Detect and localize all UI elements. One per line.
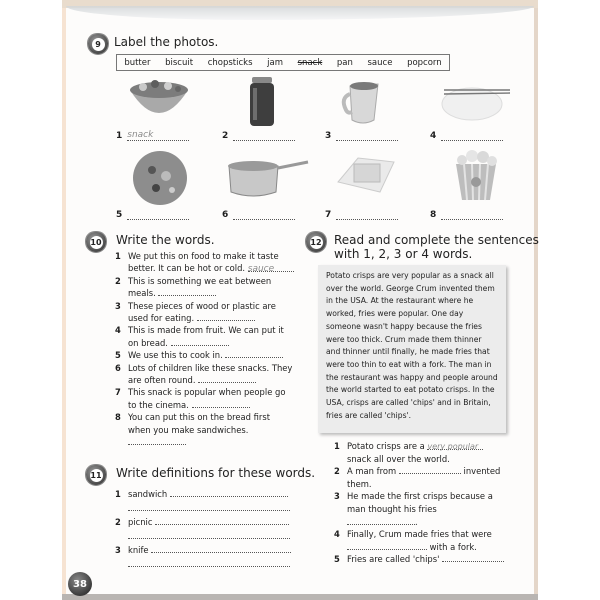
answer-field[interactable]: sauce bbox=[248, 263, 294, 272]
item-text: Finally, Crum made fries that were bbox=[347, 529, 492, 540]
item-number: 2 bbox=[115, 517, 121, 527]
exercise-10-list bbox=[115, 250, 295, 449]
title-line-2: with 1, 2, 3 or 4 words. bbox=[334, 247, 473, 261]
item-text: We use this to cook in. bbox=[128, 350, 223, 361]
exercise-12-title bbox=[334, 233, 539, 261]
word-jam: jam bbox=[267, 57, 283, 68]
item-text: These pieces of wood or plastic are used for eating. bbox=[128, 300, 276, 324]
list-item bbox=[115, 349, 295, 361]
list-item bbox=[115, 362, 295, 387]
item-text-after: with a fork. bbox=[429, 541, 477, 552]
list-item bbox=[115, 250, 295, 275]
item-number: 1 bbox=[334, 441, 340, 451]
list-item bbox=[115, 411, 295, 448]
photo-sauce-jug bbox=[340, 80, 386, 126]
item-text: Fries are called 'chips' bbox=[347, 554, 440, 565]
word-sauce: sauce bbox=[367, 57, 393, 68]
item-text-after: snack all over the world. bbox=[347, 453, 450, 464]
definition-field[interactable] bbox=[128, 558, 290, 567]
item-word: knife bbox=[128, 545, 149, 555]
word-butter: butter bbox=[124, 57, 151, 68]
exercise-12-list bbox=[334, 440, 506, 566]
answer-field[interactable]: very popular bbox=[427, 441, 483, 450]
photo-popcorn bbox=[452, 150, 500, 202]
list-item bbox=[115, 275, 295, 300]
item-text: This is something we eat between meals. bbox=[128, 275, 272, 299]
label-number: 7 bbox=[325, 210, 332, 220]
item-text: Potato crisps are a bbox=[347, 441, 425, 451]
list-item bbox=[115, 324, 295, 349]
exercise-9-title: Label the photos. bbox=[114, 35, 219, 49]
exercise-11-list bbox=[115, 487, 295, 571]
answer-line-2[interactable] bbox=[233, 132, 295, 141]
word-chopsticks: chopsticks bbox=[207, 57, 253, 68]
list-item bbox=[115, 487, 295, 501]
answer-field[interactable] bbox=[197, 312, 255, 321]
label-number: 5 bbox=[116, 210, 123, 220]
photo-saucepan bbox=[226, 158, 310, 200]
page-bottom-edge bbox=[62, 594, 538, 600]
handwritten-answer: snack bbox=[127, 130, 154, 140]
definition-field[interactable] bbox=[155, 516, 289, 525]
page-number-badge: 38 bbox=[68, 572, 92, 596]
reading-passage: Potato crisps are very popular as a snack all over the world. George Crum invented them in the USA. At the restaurant where he worked, fries were popular. One day someone wasn't happy because the fries were too thick. Crum made them thinner and thinner until finally, he made fries that were too thin to eat with a fork. The man in the restaurant was happy and people around the world started to eat potato crisps. In the USA, crisps are called 'chips' and in Britain, fries are called 'chips'. bbox=[318, 265, 506, 433]
answer-field[interactable] bbox=[198, 374, 256, 383]
item-number: 4 bbox=[115, 325, 121, 336]
definition-field[interactable] bbox=[128, 502, 290, 511]
word-box bbox=[116, 54, 450, 71]
definition-field[interactable] bbox=[128, 530, 290, 539]
definition-field[interactable] bbox=[151, 544, 291, 553]
item-text-after: . bbox=[415, 516, 418, 527]
list-item bbox=[115, 543, 295, 557]
list-item bbox=[115, 386, 295, 411]
answer-field[interactable] bbox=[225, 349, 283, 358]
item-text: You can put this on the bread first when you make sandwiches. bbox=[128, 412, 271, 435]
list-item bbox=[334, 553, 506, 566]
photo-label-6 bbox=[222, 210, 295, 220]
item-number: 2 bbox=[115, 275, 121, 286]
item-text-after: invented them. bbox=[347, 466, 501, 489]
label-number: 8 bbox=[430, 210, 437, 220]
item-number: 5 bbox=[334, 554, 340, 565]
answer-field[interactable] bbox=[347, 541, 427, 550]
item-word: sandwich bbox=[128, 489, 168, 499]
photo-biscuit bbox=[132, 150, 188, 206]
item-number: 6 bbox=[115, 362, 121, 373]
item-text: We put this on food to make it taste better. It can be hot or cold. bbox=[128, 251, 279, 274]
item-text: He made the first crisps because a man thought his fries bbox=[347, 491, 493, 514]
word-pan: pan bbox=[336, 57, 353, 68]
photo-plate-chopsticks bbox=[440, 84, 512, 124]
photo-label-7 bbox=[325, 210, 398, 220]
item-text: This is made from fruit. We can put it on bread. bbox=[128, 325, 284, 348]
item-number: 1 bbox=[115, 251, 121, 261]
exercise-number: 10 bbox=[90, 237, 102, 247]
exercise-9-badge bbox=[88, 34, 108, 54]
item-number: 7 bbox=[115, 387, 121, 398]
answer-field[interactable] bbox=[399, 465, 461, 474]
list-item-continuation bbox=[115, 557, 295, 571]
item-number: 3 bbox=[115, 300, 121, 311]
list-item bbox=[334, 528, 506, 553]
answer-line-3[interactable] bbox=[336, 132, 398, 141]
word-biscuit: biscuit bbox=[165, 57, 194, 68]
answer-line-4[interactable] bbox=[441, 132, 503, 141]
label-number: 3 bbox=[325, 131, 332, 141]
answer-line-8[interactable] bbox=[441, 211, 503, 220]
list-item-continuation bbox=[115, 501, 295, 515]
exercise-number: 9 bbox=[92, 38, 105, 51]
exercise-11-badge bbox=[86, 465, 106, 485]
answer-field[interactable] bbox=[171, 337, 229, 346]
list-item bbox=[334, 440, 506, 465]
photo-label-4 bbox=[430, 131, 503, 141]
item-number: 4 bbox=[334, 529, 340, 540]
item-text: This snack is popular when people go to the cinema. bbox=[128, 387, 286, 410]
photo-label-5 bbox=[116, 210, 189, 220]
item-text: Lots of children like these snacks. They are often round. bbox=[128, 362, 293, 386]
answer-line-5[interactable] bbox=[127, 211, 189, 220]
definition-field[interactable] bbox=[170, 488, 288, 497]
exercise-12-badge bbox=[306, 232, 326, 252]
answer-field[interactable] bbox=[192, 399, 250, 408]
word-snack-crossed: snack bbox=[297, 57, 323, 68]
item-number: 2 bbox=[334, 466, 340, 477]
photo-butter bbox=[336, 152, 396, 196]
photo-snack-bowl bbox=[128, 76, 190, 126]
list-item bbox=[115, 515, 295, 529]
answer-field[interactable] bbox=[128, 436, 186, 445]
answer-line-6[interactable] bbox=[233, 211, 295, 220]
item-number: 8 bbox=[115, 412, 121, 423]
item-number: 5 bbox=[115, 350, 121, 361]
list-item bbox=[334, 465, 506, 490]
answer-field[interactable] bbox=[158, 287, 216, 296]
title-line-1: Read and complete the sentences bbox=[334, 233, 539, 247]
photo-label-1 bbox=[116, 131, 189, 141]
list-item bbox=[115, 300, 295, 325]
item-text: A man from bbox=[347, 466, 397, 477]
item-word: picnic bbox=[128, 517, 153, 527]
answer-line-1[interactable] bbox=[127, 132, 189, 141]
label-number: 4 bbox=[430, 131, 437, 141]
photo-jam-jar bbox=[248, 76, 276, 128]
exercise-10-badge bbox=[86, 232, 106, 252]
item-number: 3 bbox=[334, 491, 340, 502]
exercise-11-title: Write definitions for these words. bbox=[116, 466, 316, 480]
label-number: 1 bbox=[116, 131, 123, 141]
photo-label-2 bbox=[222, 131, 295, 141]
photo-label-3 bbox=[325, 131, 398, 141]
label-number: 2 bbox=[222, 131, 229, 141]
list-item bbox=[334, 490, 506, 528]
answer-line-7[interactable] bbox=[336, 211, 398, 220]
exercise-number: 12 bbox=[310, 237, 322, 247]
answer-field[interactable] bbox=[442, 553, 504, 562]
item-number: 3 bbox=[115, 545, 121, 555]
photo-label-8 bbox=[430, 210, 503, 220]
exercise-10-title: Write the words. bbox=[116, 233, 215, 247]
list-item-continuation bbox=[115, 529, 295, 543]
word-popcorn: popcorn bbox=[407, 57, 442, 68]
exercise-number: 11 bbox=[90, 470, 102, 480]
answer-field[interactable] bbox=[347, 516, 415, 525]
label-number: 6 bbox=[222, 210, 229, 220]
item-number: 1 bbox=[115, 489, 121, 499]
